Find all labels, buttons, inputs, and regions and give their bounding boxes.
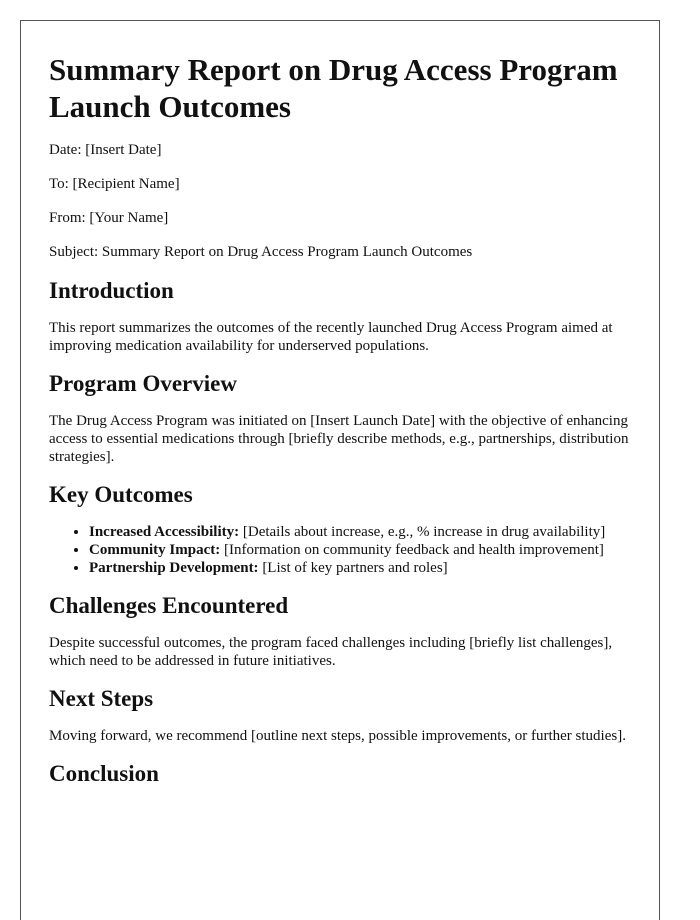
- list-item: [89, 541, 631, 559]
- to-line: To: [Recipient Name]: [49, 176, 180, 192]
- document-page: [20, 20, 660, 920]
- outcome-label: Increased Accessibility:: [89, 524, 240, 540]
- date-line: Date: [Insert Date]: [49, 142, 162, 158]
- list-item: [89, 559, 631, 577]
- challenges-heading: Challenges Encountered: [49, 593, 289, 618]
- key-outcomes-heading: Key Outcomes: [49, 482, 193, 507]
- program-overview-text: The Drug Access Program was initiated on [Insert Launch Date] with the objective of enhancing access to essential medications through [briefly describe methods, e.g., partnerships, distribution strategies].: [49, 413, 629, 465]
- outcome-label: Community Impact:: [89, 542, 221, 558]
- outcome-text: [List of key partners and roles]: [258, 560, 448, 576]
- next-steps-text: Moving forward, we recommend [outline next steps, possible improvements, or further studies].: [49, 728, 626, 744]
- next-steps-heading: Next Steps: [49, 686, 154, 711]
- outcome-text: [Details about increase, e.g., % increase in drug availability]: [239, 524, 606, 540]
- subject-line: Subject: Summary Report on Drug Access Program Launch Outcomes: [49, 244, 473, 260]
- key-outcomes-list: [49, 523, 631, 577]
- outcome-text: [Information on community feedback and health improvement]: [220, 542, 604, 558]
- introduction-text: This report summarizes the outcomes of the recently launched Drug Access Program aimed at improving medication availability for underserved populations.: [49, 320, 613, 354]
- outcome-label: Partnership Development:: [89, 560, 259, 576]
- conclusion-heading: Conclusion: [49, 761, 159, 786]
- document-title: Summary Report on Drug Access Program Launch Outcomes: [49, 52, 618, 124]
- list-item: [89, 523, 631, 541]
- challenges-text: Despite successful outcomes, the program faced challenges including [briefly list challenges], which need to be addressed in future initiatives.: [49, 635, 613, 669]
- from-line: From: [Your Name]: [49, 210, 169, 226]
- program-overview-heading: Program Overview: [49, 371, 237, 396]
- introduction-heading: Introduction: [49, 278, 174, 303]
